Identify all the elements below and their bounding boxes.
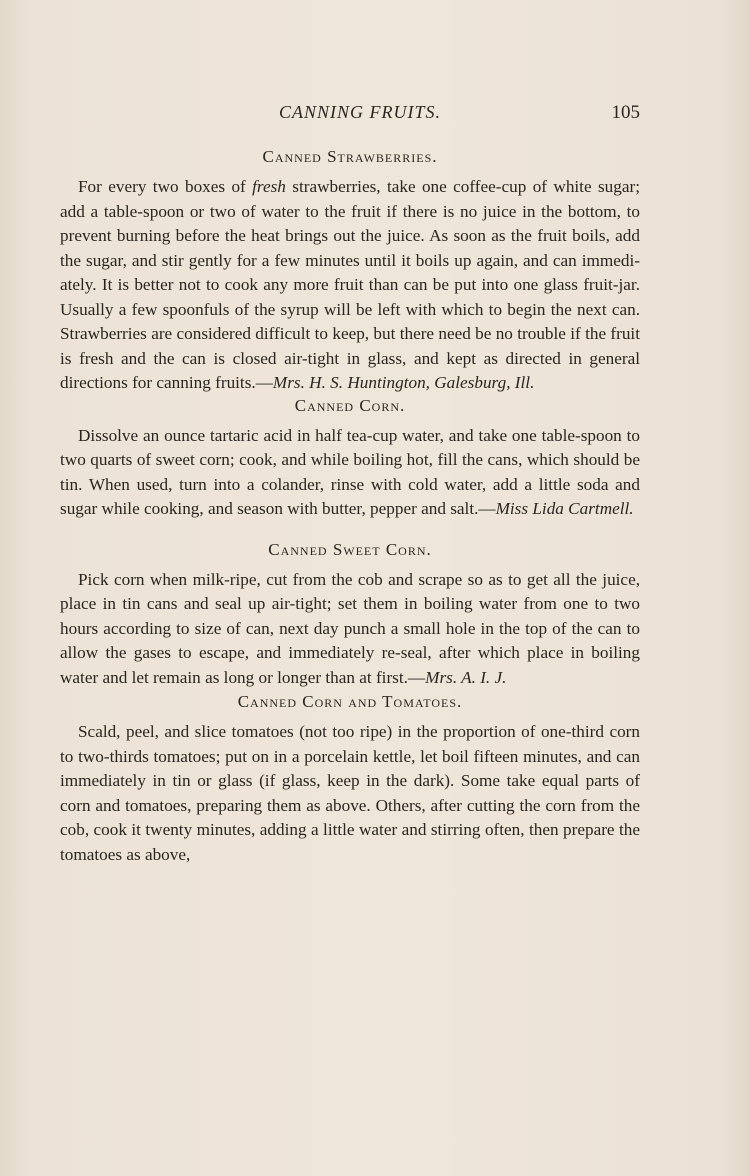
section-body-canned-strawberries xyxy=(60,175,640,396)
section-body-canned-sweet-corn xyxy=(60,568,640,691)
body-text: For every two boxes of xyxy=(78,177,253,196)
section-title-canned-strawberries: Canned Strawberries. xyxy=(262,147,438,166)
page-content xyxy=(60,145,640,867)
page-header xyxy=(60,102,640,128)
section-title-canned-sweet-corn: Canned Sweet Corn. xyxy=(268,539,432,559)
emphasis-text: fresh xyxy=(252,177,286,196)
body-text: strawberries, take one coffee-cup of white sugar; add a table-spoon or two of water to the fruit if there is no juice in the bottom, to prevent burning before the heat brings out the juice. As soon as the fruit boils, add the sugar, and stir gently for a few minutes until it boils up again, and can immediately. It is better not to cook any more fruit than can be put into one glass fruit-jar. Usually a few spoonfuls of the syrup will be left with which to begin the next can. Strawberries are considered difficult to keep, but there need be no trouble if the fruit is fresh and the can is closed air-tight in glass, and kept as directed in general directions for canning fruits.— xyxy=(60,177,640,392)
body-text: Pick corn when milk-ripe, cut from the cob and scrape so as to get all the juice, place in tin cans and seal up air-tight; set them in boiling water from one to two hours according to size of can, next day punch a small hole in the top of the can to allow the gases to escape, and immediately re-seal, after which place in boiling water and let remain as long or longer than at first.— xyxy=(60,569,640,687)
section-body-canned-corn xyxy=(60,424,640,522)
section-title-canned-corn-and-tomatoes: Canned Corn and Tomatoes. xyxy=(237,692,463,711)
body-text: Dissolve an ounce tartaric acid in half tea-cup water, and take one table-spoon to two quarts of sweet corn; cook, and while boiling hot, fill the cans, which should be tin. When used, turn into a colander, rinse with cold water, add a little soda and sugar while cooking, and season with butter, pepper and salt.— xyxy=(60,425,640,518)
running-head: CANNING FRUITS. xyxy=(278,102,441,122)
section-title-canned-corn: Canned Corn. xyxy=(294,395,406,415)
section-body-canned-corn-and-tomatoes xyxy=(60,720,640,867)
attribution: Miss Lida Cartmell. xyxy=(495,499,634,518)
body-text: Scald, peel, and slice tomatoes (not too ripe) in the proportion of one-third corn to two-thirds tomatoes; put on in a porcelain kettle, let boil fifteen minutes, and can immediately in tin or glass (if glass, keep in the dark). Some take equal parts of corn and tomatoes, preparing them as above. Others, after cutting the corn from the cob, cook it twenty minutes, adding a little water and stirring often, then prepare the tomatoes as above, xyxy=(60,722,640,864)
attribution: Mrs. A. I. J. xyxy=(425,667,507,687)
page-number: 105 xyxy=(611,102,640,123)
attribution: Mrs. H. S. Huntington, Galesburg, Ill. xyxy=(272,373,535,392)
